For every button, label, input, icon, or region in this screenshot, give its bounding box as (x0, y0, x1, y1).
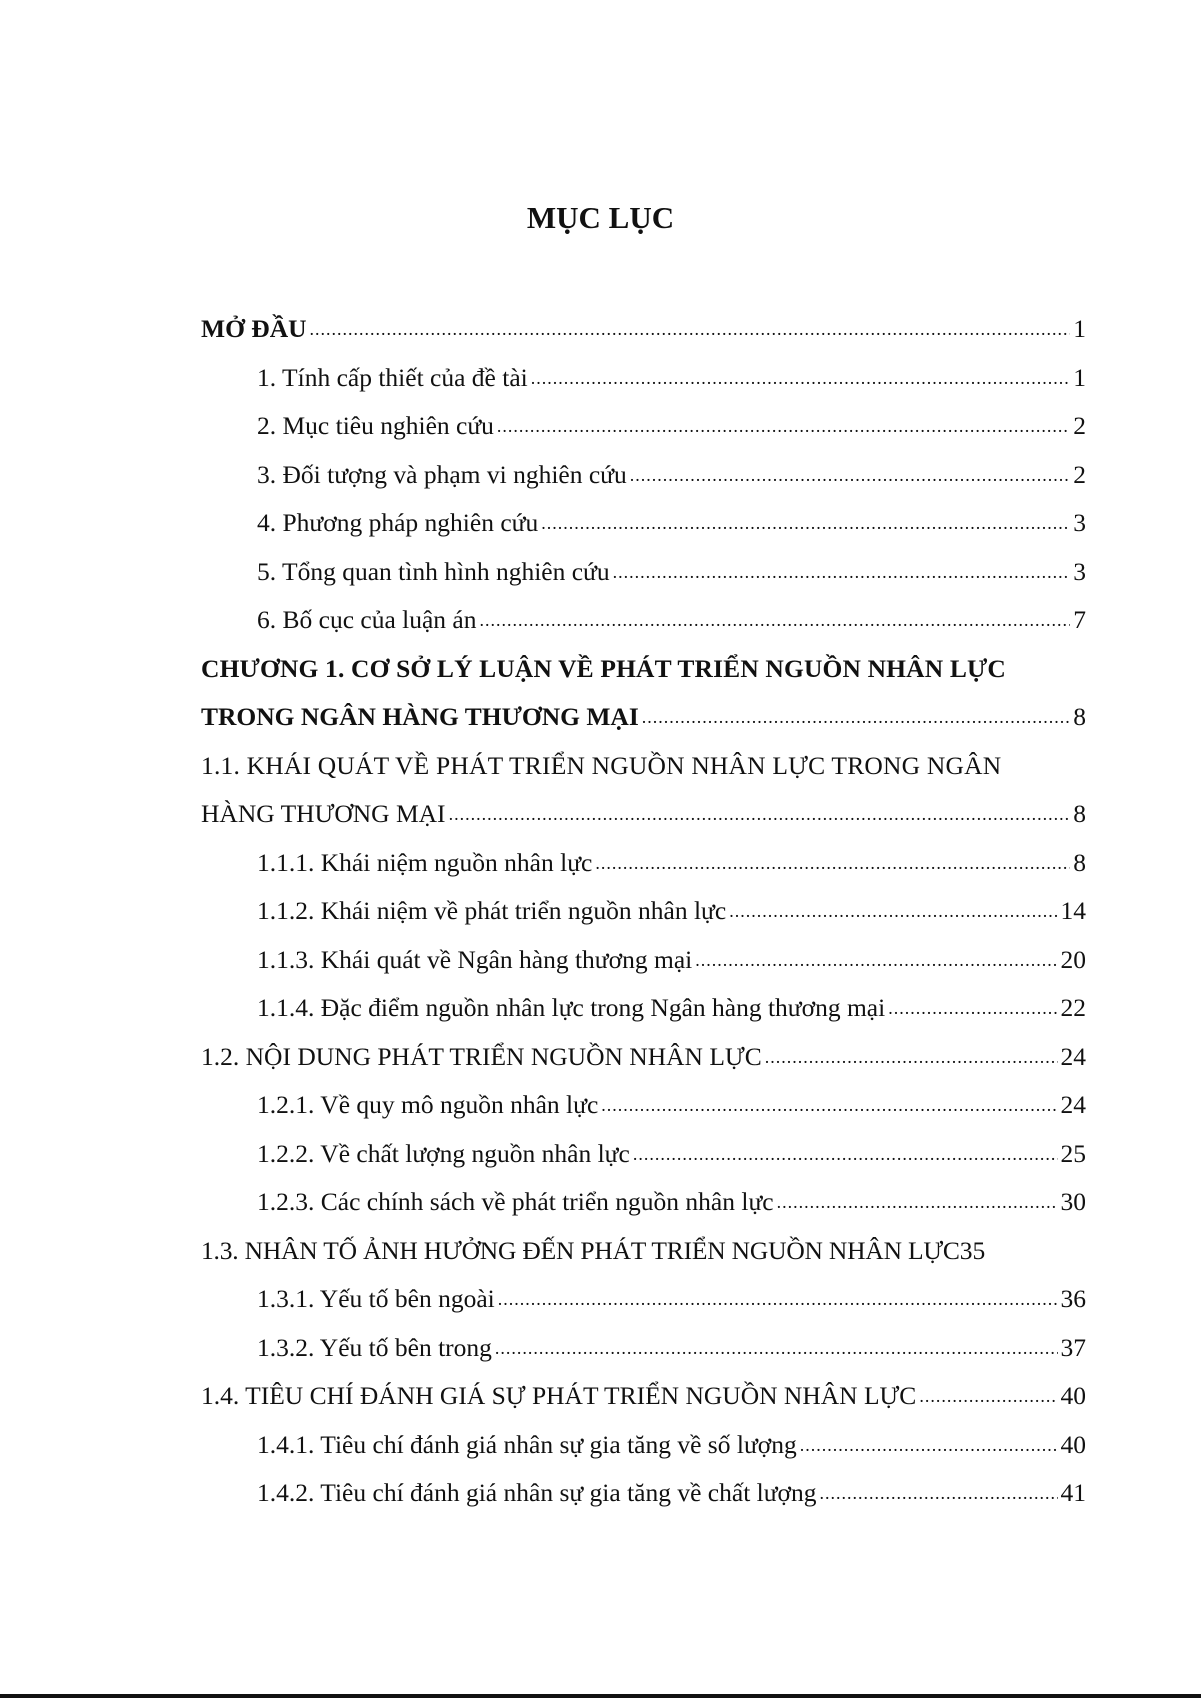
toc-entry-text: 1.1.1. Khái niệm nguồn nhân lực (257, 847, 593, 877)
toc-entry[interactable] (201, 354, 1086, 403)
toc-entry-text: 1. Tính cấp thiết của đề tài (257, 362, 528, 392)
page-title: MỤC LỤC (526, 200, 675, 235)
toc-entry-text: CHƯƠNG 1. CƠ SỞ LÝ LUẬN VỀ PHÁT TRIỂN NGUỒN NHÂN LỰC (201, 653, 1006, 683)
dot-leader (695, 951, 1057, 969)
toc-entry[interactable] (201, 984, 1086, 1033)
toc-entry-text: TRONG NGÂN HÀNG THƯƠNG MẠI (201, 702, 639, 732)
dot-leader (595, 854, 1070, 872)
toc-entry-text: MỞ ĐẦU (201, 314, 307, 344)
toc-entry-page: 41 (1060, 1478, 1086, 1508)
toc-entry-text: 3. Đối tượng và phạm vi nghiên cứu (257, 459, 627, 489)
toc-entry[interactable] (201, 1469, 1086, 1518)
dot-leader (541, 514, 1070, 532)
toc-entry[interactable] (201, 1324, 1086, 1373)
toc-entry-text: 1.1.4. Đặc điểm nguồn nhân lực trong Ngân hàng thương mại (257, 993, 886, 1023)
table-of-contents (201, 305, 1086, 1518)
dot-leader (633, 1145, 1058, 1163)
dot-leader (777, 1193, 1058, 1211)
dot-leader (888, 999, 1057, 1017)
toc-entry[interactable] (201, 887, 1086, 936)
toc-entry-text: 1.2. NỘI DUNG PHÁT TRIỂN NGUỒN NHÂN LỰC (201, 1041, 762, 1071)
toc-entry-page: 8 (1073, 847, 1086, 877)
dot-leader (800, 1436, 1058, 1454)
toc-entry-page: 8 (1073, 799, 1086, 829)
toc-entry[interactable] (201, 936, 1086, 985)
toc-entry-page: 25 (1060, 1138, 1086, 1168)
toc-entry-page: 40 (1060, 1429, 1086, 1459)
toc-entry-page: 1 (1073, 314, 1086, 344)
toc-entry-page: 24 (1060, 1090, 1086, 1120)
toc-entry-chapter-1-line-2[interactable] (201, 693, 1086, 742)
toc-entry-page: 2 (1073, 411, 1086, 441)
page-edge-divider (0, 1694, 1201, 1698)
toc-entry[interactable] (201, 1130, 1086, 1179)
dot-leader (642, 708, 1070, 726)
toc-entry-page: 1 (1073, 362, 1086, 392)
dot-leader (729, 902, 1057, 920)
toc-entry-page: 37 (1060, 1332, 1086, 1362)
dot-leader (765, 1048, 1058, 1066)
toc-entry-section-1-3[interactable] (201, 1227, 1086, 1276)
toc-entry[interactable] (201, 402, 1086, 451)
toc-entry[interactable] (201, 451, 1086, 500)
dot-leader (630, 466, 1071, 484)
toc-entry-page: 8 (1073, 702, 1086, 732)
toc-entry-text: HÀNG THƯƠNG MẠI (201, 799, 446, 829)
dot-leader (498, 1290, 1058, 1308)
toc-entry-text: 5. Tổng quan tình hình nghiên cứu (257, 556, 610, 586)
dot-leader (480, 611, 1071, 629)
toc-entry-text: 6. Bố cục của luận án (257, 605, 477, 635)
toc-entry[interactable] (201, 1275, 1086, 1324)
toc-entry-mo-dau[interactable] (201, 305, 1086, 354)
toc-entry-page: 24 (1060, 1041, 1086, 1071)
toc-entry-text: 1.4.1. Tiêu chí đánh giá nhân sự gia tăng về số lượng (257, 1429, 797, 1459)
dot-leader (919, 1387, 1057, 1405)
toc-entry-section-1-2[interactable] (201, 1033, 1086, 1082)
toc-entry-chapter-1-line-1[interactable] (201, 645, 1086, 694)
toc-entry-text: 1.2.1. Về quy mô nguồn nhân lực (257, 1090, 599, 1120)
dot-leader (613, 563, 1071, 581)
dot-leader (531, 369, 1071, 387)
toc-entry-text: 1.2.3. Các chính sách về phát triển nguồn nhân lực (257, 1187, 774, 1217)
dot-leader (449, 805, 1071, 823)
toc-entry-page: 20 (1060, 944, 1086, 974)
toc-entry-page: 2 (1073, 459, 1086, 489)
toc-entry[interactable] (201, 499, 1086, 548)
toc-entry[interactable] (201, 1178, 1086, 1227)
toc-entry-text: 1.4.2. Tiêu chí đánh giá nhân sự gia tăng về chất lượng (257, 1478, 817, 1508)
toc-entry-page: 30 (1060, 1187, 1086, 1217)
toc-entry-text: 1.3.1. Yếu tố bên ngoài (257, 1284, 495, 1314)
toc-entry[interactable] (201, 548, 1086, 597)
toc-entry-text: 1.4. TIÊU CHÍ ĐÁNH GIÁ SỰ PHÁT TRIỂN NGUỒN NHÂN LỰC (201, 1381, 917, 1411)
toc-entry-page: 14 (1060, 896, 1086, 926)
toc-entry-page: 36 (1060, 1284, 1086, 1314)
toc-entry-text: 1.1. KHÁI QUÁT VỀ PHÁT TRIỂN NGUỒN NHÂN LỰC TRONG NGÂN (201, 750, 1002, 780)
toc-entry-page: 40 (1060, 1381, 1086, 1411)
toc-entry-text: 1.3.2. Yếu tố bên trong (257, 1332, 492, 1362)
toc-entry-page: 3 (1073, 556, 1086, 586)
toc-entry-page: 3 (1073, 508, 1086, 538)
dot-leader (820, 1484, 1058, 1502)
toc-entry-text: 1.2.2. Về chất lượng nguồn nhân lực (257, 1138, 630, 1168)
toc-entry-section-1-1-line-2[interactable] (201, 790, 1086, 839)
toc-entry[interactable] (201, 839, 1086, 888)
toc-entry-text: 4. Phương pháp nghiên cứu (257, 508, 539, 538)
toc-entry[interactable] (201, 596, 1086, 645)
toc-entry[interactable] (201, 1081, 1086, 1130)
dot-leader (601, 1096, 1057, 1114)
toc-entry-text: 1.1.3. Khái quát về Ngân hàng thương mại (257, 944, 693, 974)
toc-entry-page: 35 (959, 1235, 986, 1265)
dot-leader (497, 417, 1070, 435)
dot-leader (310, 320, 1071, 338)
toc-entry-text: 2. Mục tiêu nghiên cứu (257, 411, 494, 441)
toc-entry[interactable] (201, 1421, 1086, 1470)
dot-leader (495, 1339, 1058, 1357)
toc-entry-text: 1.1.2. Khái niệm về phát triển nguồn nhân lực (257, 896, 727, 926)
toc-entry-page: 7 (1073, 605, 1086, 635)
toc-entry-section-1-1-line-1[interactable] (201, 742, 1086, 791)
toc-entry-text: 1.3. NHÂN TỐ ẢNH HƯỞNG ĐẾN PHÁT TRIỂN NGUỒN NHÂN LỰC (201, 1235, 960, 1265)
toc-entry-page: 22 (1060, 993, 1086, 1023)
toc-entry-section-1-4[interactable] (201, 1372, 1086, 1421)
